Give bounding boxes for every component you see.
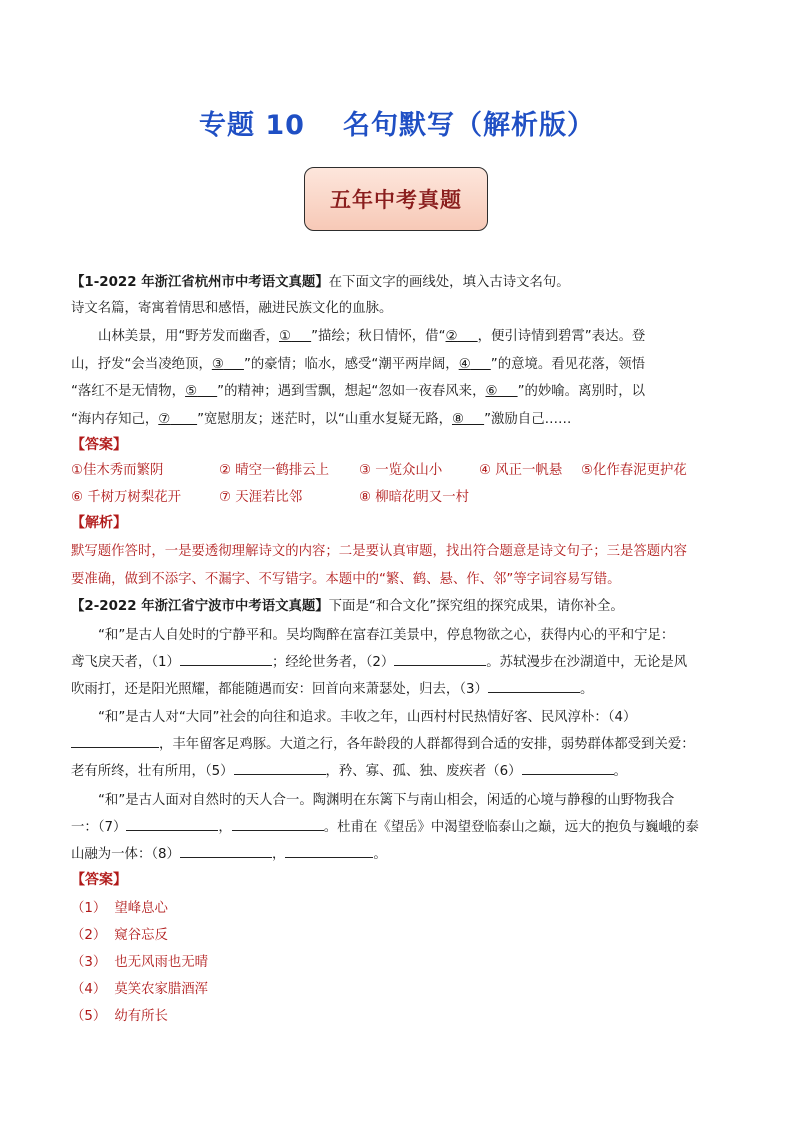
blank-1: ①	[279, 329, 292, 344]
q1-answer-6: ⑥ 千树万树梨花开	[71, 490, 181, 505]
q1-answer-2: ② 晴空一鹤排云上	[219, 463, 329, 478]
q1-intro: 诗文名篇，寄寓着情思和感悟，融进民族文化的血脉。	[71, 301, 393, 316]
q2-line-1: “和”是古人自处时的宁静平和。吴均陶醉在富春江美景中，停息物欲之心，获得内心的平和宁足：	[98, 628, 675, 643]
blank-4: ④	[458, 357, 471, 372]
q2-blank-8b	[285, 844, 373, 858]
q1-passage-line-2: 山，抒发“会当凌绝顶，③ ”的豪情；临水，感受“潮平两岸阔，④ ”的意境。看见花落，领悟	[71, 357, 646, 372]
q2-line-9: 山融为一体：（8） ， 。	[71, 843, 731, 862]
section-badge: 五年中考真题	[304, 167, 488, 231]
page-title	[0, 103, 794, 142]
blank-6: ⑥	[485, 384, 498, 399]
title-topic-number: 专题 10	[199, 110, 305, 141]
q1-passage-line-3: “落红不是无情物，⑤ ”的精神；遇到雪飘，想起“忽如一夜春风来，⑥ ”的妙喻。离别时，以	[71, 384, 646, 399]
q2-answer-3: （3） 也无风雨也无晴	[71, 955, 209, 970]
q1-analysis-header: 【解析】	[71, 515, 127, 531]
q2-header-line	[71, 595, 731, 614]
q2-answer-5: （5） 幼有所长	[71, 1009, 168, 1024]
blank-3: ③	[211, 357, 224, 372]
q2-blank-6	[522, 761, 614, 775]
q2-line-2: 鸢飞戾天者，（1） ；经纶世务者，（2） 。苏轼漫步在沙湖道中，无论是风	[71, 651, 731, 670]
q2-line-8: 一：（7） ， 。杜甫在《望岳》中渴望登临泰山之巅，远大的抱负与巍峨的泰	[71, 816, 731, 835]
q2-line-5: ，丰年留客足鸡豚。大道之行，各年龄段的人群都得到合适的安排，弱势群体都受到关爱：	[71, 733, 731, 752]
q2-blank-5	[234, 761, 326, 775]
q2-answer-4: （4） 莫笑农家腊酒浑	[71, 982, 209, 997]
q1-answer-7: ⑦ 天涯若比邻	[219, 490, 303, 505]
q1-analysis-line-1: 默写题作答时，一是要透彻理解诗文的内容；二是要认真审题，找出符合题意是诗文句子；三是答题内容	[71, 544, 687, 559]
q1-passage-line-4: “海内存知己，⑦ ”宽慰朋友；迷茫时，以“山重水复疑无路，⑧ ”激励自己……	[71, 412, 572, 427]
q2-answer-2: （2） 窥谷忘反	[71, 928, 168, 943]
blank-7: ⑦	[158, 412, 171, 427]
title-topic-name: 名句默写（解析版）	[342, 110, 595, 141]
q1-answer-4: ④ 风正一帆悬	[479, 463, 563, 478]
q2-blank-3	[488, 679, 580, 693]
q2-blank-4	[71, 734, 159, 748]
q2-blank-2	[394, 652, 486, 666]
q2-blank-8a	[180, 844, 272, 858]
q2-line-4: “和”是古人对“大同”社会的向往和追求。丰收之年，山西村村民热情好客、民风淳朴：（4）	[98, 710, 637, 725]
blank-5: ⑤	[185, 384, 198, 399]
blank-2: ②	[445, 329, 458, 344]
q1-analysis-line-2: 要准确，做到不添字、不漏字、不写错字。本题中的“繁、鹤、悬、作、邻”等字词容易写错。	[71, 572, 621, 587]
q2-blank-7b	[232, 817, 324, 831]
q1-answer-1: ①佳木秀而繁阴	[71, 463, 164, 478]
q1-source: 【1-2022 年浙江省杭州市中考语文真题】	[71, 275, 329, 290]
q2-line-7: “和”是古人面对自然时的天人合一。陶渊明在东篱下与南山相会，闲适的心境与静穆的山野物我合	[98, 793, 675, 808]
q2-blank-1	[180, 652, 272, 666]
q1-answer-3: ③ 一览众山小	[359, 463, 443, 478]
q2-line-6: 老有所终，壮有所用，（5） ，矜、寡、孤、独、废疾者（6） 。	[71, 760, 731, 779]
q1-header-line	[71, 271, 731, 290]
q2-answer-header: 【答案】	[71, 872, 127, 888]
q1-answer-8: ⑧ 柳暗花明又一村	[359, 490, 469, 505]
q1-answers-row-1	[71, 459, 731, 479]
q1-instruction: 在下面文字的画线处，填入古诗文名句。	[328, 275, 570, 290]
q2-blank-7a	[126, 817, 218, 831]
q2-instruction: 下面是“和合文化”探究组的探究成果，请你补全。	[328, 599, 624, 614]
q2-source: 【2-2022 年浙江省宁波市中考语文真题】	[71, 599, 329, 614]
q1-answer-header: 【答案】	[71, 437, 127, 453]
q1-answer-5: ⑤化作春泥更护花	[581, 463, 687, 478]
blank-8: ⑧	[451, 412, 464, 427]
q2-answer-1: （1） 望峰息心	[71, 901, 168, 916]
q1-passage-line-1: 山林美景，用“野芳发而幽香，① ”描绘；秋日情怀，借“② ，便引诗情到碧霄”表达。登	[98, 329, 646, 344]
q1-answers-row-2	[71, 486, 731, 506]
q2-line-3: 吹雨打，还是阳光照耀，都能随遇而安：回首向来萧瑟处，归去，（3） 。	[71, 678, 731, 697]
